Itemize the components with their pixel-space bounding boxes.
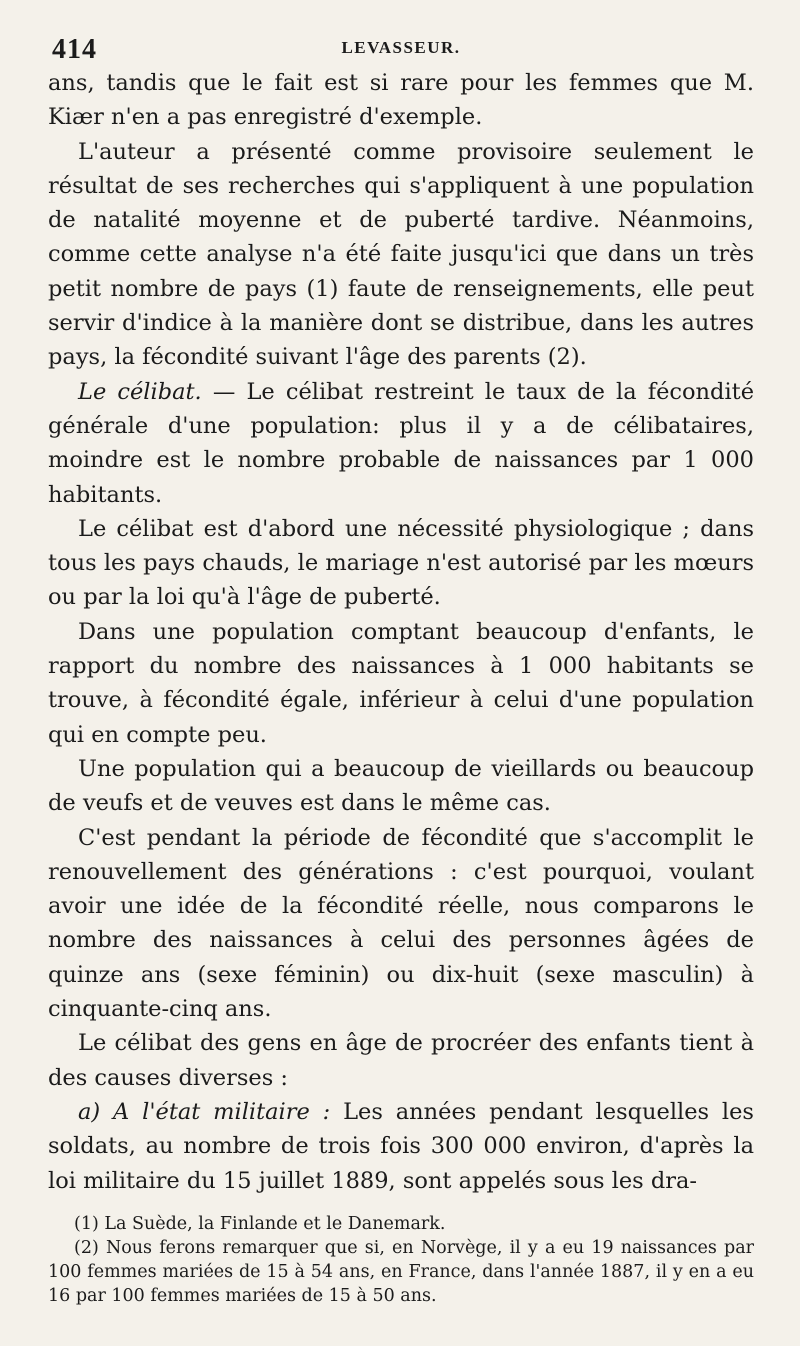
page-number: 414 bbox=[52, 34, 97, 65]
paragraph: C'est pendant la période de fécondité que s'accomplit le renouvellement des générations : c'est pourquoi, voulant avoir une idée de la fécondité réelle, nous comparons le nombre des naissances à celui des personnes âgées de quinze ans (sexe féminin) ou dix-huit (sexe masculin) à cinquante-cinq ans. bbox=[48, 824, 754, 1023]
paragraph: L'auteur a présenté comme provisoire seulement le résultat de ses recherches qui s'appliquent à une population de natalité moyenne et de puberté tardive. Néanmoins, comme cette analyse n'a été faite jusqu'ici que dans un très petit nombre de pays (1) faute de renseignements, elle peut servir d'indice à la manière dont se distribue, dans les autres pays, la fécondité suivant l'âge des parents (2). bbox=[48, 138, 754, 371]
paragraph: Dans une population comptant beaucoup d'enfants, le rapport du nombre des naissances à 1 000 habitants se trouve, à fécondité égale, inférieur à celui d'une population qui en compte peu. bbox=[48, 618, 754, 748]
paragraph-text: — Le célibat restreint le taux de la fécondité générale d'une population: plus il y a de célibataires, moindre est le nombre probable de naissances par 1 000 habitants. bbox=[48, 378, 755, 508]
page-header bbox=[48, 26, 754, 66]
paragraph: Une population qui a beaucoup de vieillards ou beaucoup de veufs et de veuves est dans le même cas. bbox=[48, 755, 754, 817]
paragraph-celibat bbox=[48, 375, 754, 512]
paragraph-list-item bbox=[48, 1095, 754, 1198]
paragraph: Le célibat est d'abord une nécessité physiologique ; dans tous les pays chauds, le mariage n'est autorisé par les mœurs ou par la loi qu'à l'âge de puberté. bbox=[48, 515, 754, 611]
footnote: (2) Nous ferons remarquer que si, en Norvège, il y a eu 19 naissances par 100 femmes mariées de 15 à 54 ans, en France, dans l'année 1887, il y en a eu 16 par 100 femmes mariées de 15 à 50 ans. bbox=[48, 1238, 754, 1306]
body-text bbox=[48, 66, 754, 1198]
footnotes bbox=[48, 1212, 754, 1308]
list-marker: a) bbox=[78, 1098, 114, 1125]
paragraph: Le célibat des gens en âge de procréer des enfants tient à des causes diverses : bbox=[48, 1030, 754, 1091]
running-title: LEVASSEUR. bbox=[341, 38, 461, 57]
section-lead: Le célibat. bbox=[78, 378, 202, 405]
list-item-lead: A l'état militaire : bbox=[113, 1098, 331, 1125]
footnote: (1) La Suède, la Finlande et le Danemark. bbox=[74, 1214, 446, 1234]
paragraph-text: Les années pendant lesquelles les soldats, au nombre de trois fois 300 000 environ, d'après la loi militaire du 15 juillet 1889, sont appelés sous les dra- bbox=[48, 1098, 754, 1194]
paragraph-continuation: ans, tandis que le fait est si rare pour les femmes que M. Kiær n'en a pas enregistré d'exemple. bbox=[48, 70, 754, 131]
